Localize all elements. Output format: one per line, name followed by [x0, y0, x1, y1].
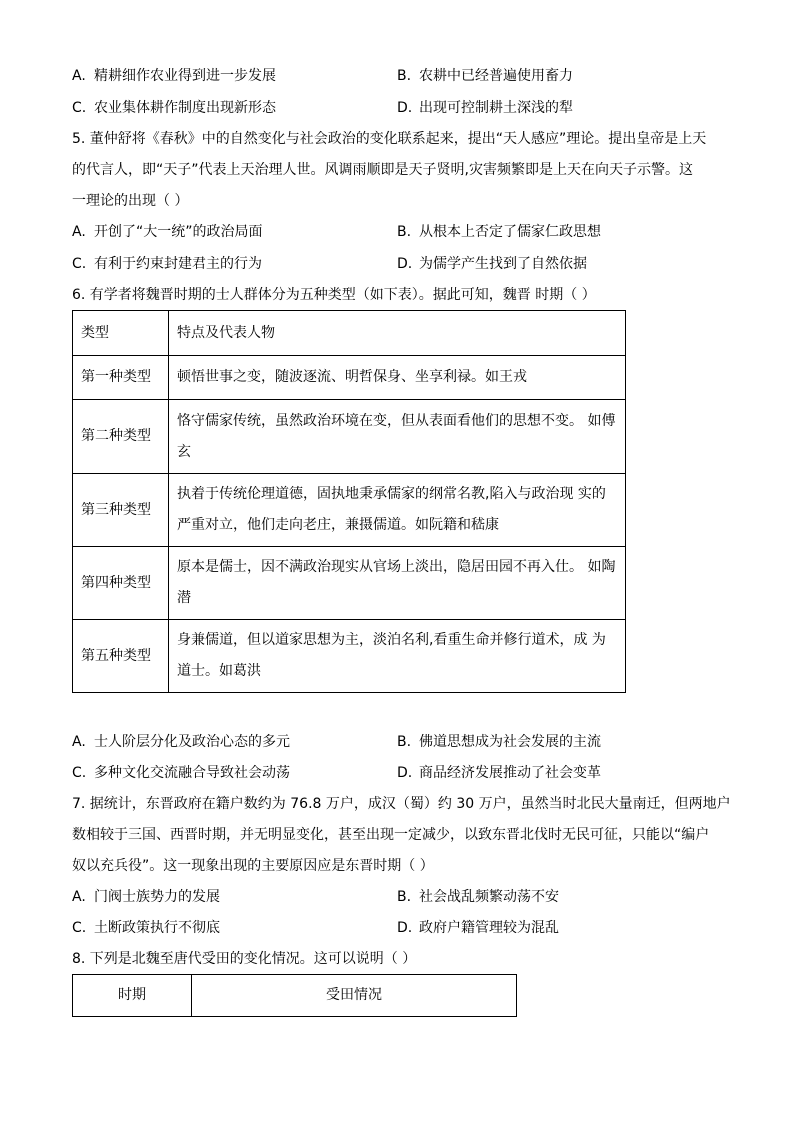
row-type: 第四种类型 [73, 547, 169, 620]
q5-stem-line-3: 一理论的出现（ ） [72, 193, 189, 209]
q7-option-a[interactable]: A. 门阀士族势力的发展 [72, 889, 220, 905]
q4-option-d[interactable]: D. 出现可控制耕土深浅的犁 [397, 100, 573, 116]
row-type: 第一种类型 [73, 356, 169, 400]
q7-option-c[interactable]: C. 土断政策执行不彻底 [72, 920, 220, 936]
q4-option-b[interactable]: B. 农耕中已经普遍使用畜力 [397, 68, 573, 84]
q7-stem-line-2: 数相较于三国、西晋时期，并无明显变化，甚至出现一定减少，以致东晋北伐时无民可征，只能以“编户 [72, 827, 710, 843]
q5-stem-line-2: 的代言人，即“天子”代表上天治理人世。风调雨顺即是天子贤明,灾害频繁即是上天在向天子示警。这 [72, 162, 693, 178]
q6-table [72, 310, 626, 693]
row-type: 第三种类型 [73, 474, 169, 547]
row-type: 第五种类型 [73, 620, 169, 693]
table-header-row [73, 975, 517, 1017]
header-land-situation: 受田情况 [192, 975, 517, 1017]
header-period: 时期 [73, 975, 192, 1017]
row-features: 原本是儒士，因不满政治现实从官场上淡出，隐居田园不再入仕。 如陶 潜 [169, 547, 626, 620]
table-row [73, 400, 626, 474]
q7-option-b[interactable]: B. 社会战乱频繁动荡不安 [397, 889, 559, 905]
row-type: 第二种类型 [73, 400, 169, 474]
q8-table [72, 974, 517, 1017]
q6-option-b[interactable]: B. 佛道思想成为社会发展的主流 [397, 734, 601, 750]
table-row [73, 620, 626, 693]
q7-stem-line-3: 奴以充兵役”。这一现象出现的主要原因应是东晋时期（ ） [72, 858, 434, 874]
table-row [73, 356, 626, 400]
q5-option-c[interactable]: C. 有利于约束封建君主的行为 [72, 256, 262, 272]
q4-option-a[interactable]: A. 精耕细作农业得到进一步发展 [72, 68, 276, 84]
q4-option-c[interactable]: C. 农业集体耕作制度出现新形态 [72, 100, 276, 116]
q6-option-a[interactable]: A. 士人阶层分化及政治心态的多元 [72, 734, 290, 750]
q6-option-d[interactable]: D. 商品经济发展推动了社会变革 [397, 765, 601, 781]
q5-option-a[interactable]: A. 开创了“大一统”的政治局面 [72, 224, 263, 240]
q6-option-c[interactable]: C. 多种文化交流融合导致社会动荡 [72, 765, 290, 781]
table-row [73, 474, 626, 547]
header-features: 特点及代表人物 [169, 311, 626, 356]
q5-option-b[interactable]: B. 从根本上否定了儒家仁政思想 [397, 224, 601, 240]
q5-stem-line-1: 5. 董仲舒将《春秋》中的自然变化与社会政治的变化联系起来，提出“天人感应”理论。提出皇帝是上天 [72, 131, 707, 147]
q6-stem: 6. 有学者将魏晋时期的士人群体分为五种类型（如下表）。据此可知，魏晋 时期（ ） [72, 287, 596, 303]
row-features: 顿悟世事之变，随波逐流、明哲保身、坐享利禄。如王戎 [169, 356, 626, 400]
row-features: 恪守儒家传统，虽然政治环境在变，但从表面看他们的思想不变。 如傅 玄 [169, 400, 626, 474]
table-row [73, 547, 626, 620]
q5-option-d[interactable]: D. 为儒学产生找到了自然依据 [397, 256, 587, 272]
header-type: 类型 [73, 311, 169, 356]
q7-stem-line-1: 7. 据统计，东晋政府在籍户数约为 76.8 万户，成汉（蜀）约 30 万户，虽然当时北民大量南迁，但两地户 [72, 796, 731, 812]
q8-stem: 8. 下列是北魏至唐代受田的变化情况。这可以说明（ ） [72, 951, 417, 967]
table-header-row [73, 311, 626, 356]
q7-option-d[interactable]: D. 政府户籍管理较为混乱 [397, 920, 559, 936]
row-features: 身兼儒道，但以道家思想为主，淡泊名利,看重生命并修行道术，成 为 道士。如葛洪 [169, 620, 626, 693]
row-features: 执着于传统伦理道德，固执地秉承儒家的纲常名教,陷入与政治现 实的 严重对立，他们走向老庄，兼摄儒道。如阮籍和嵇康 [169, 474, 626, 547]
